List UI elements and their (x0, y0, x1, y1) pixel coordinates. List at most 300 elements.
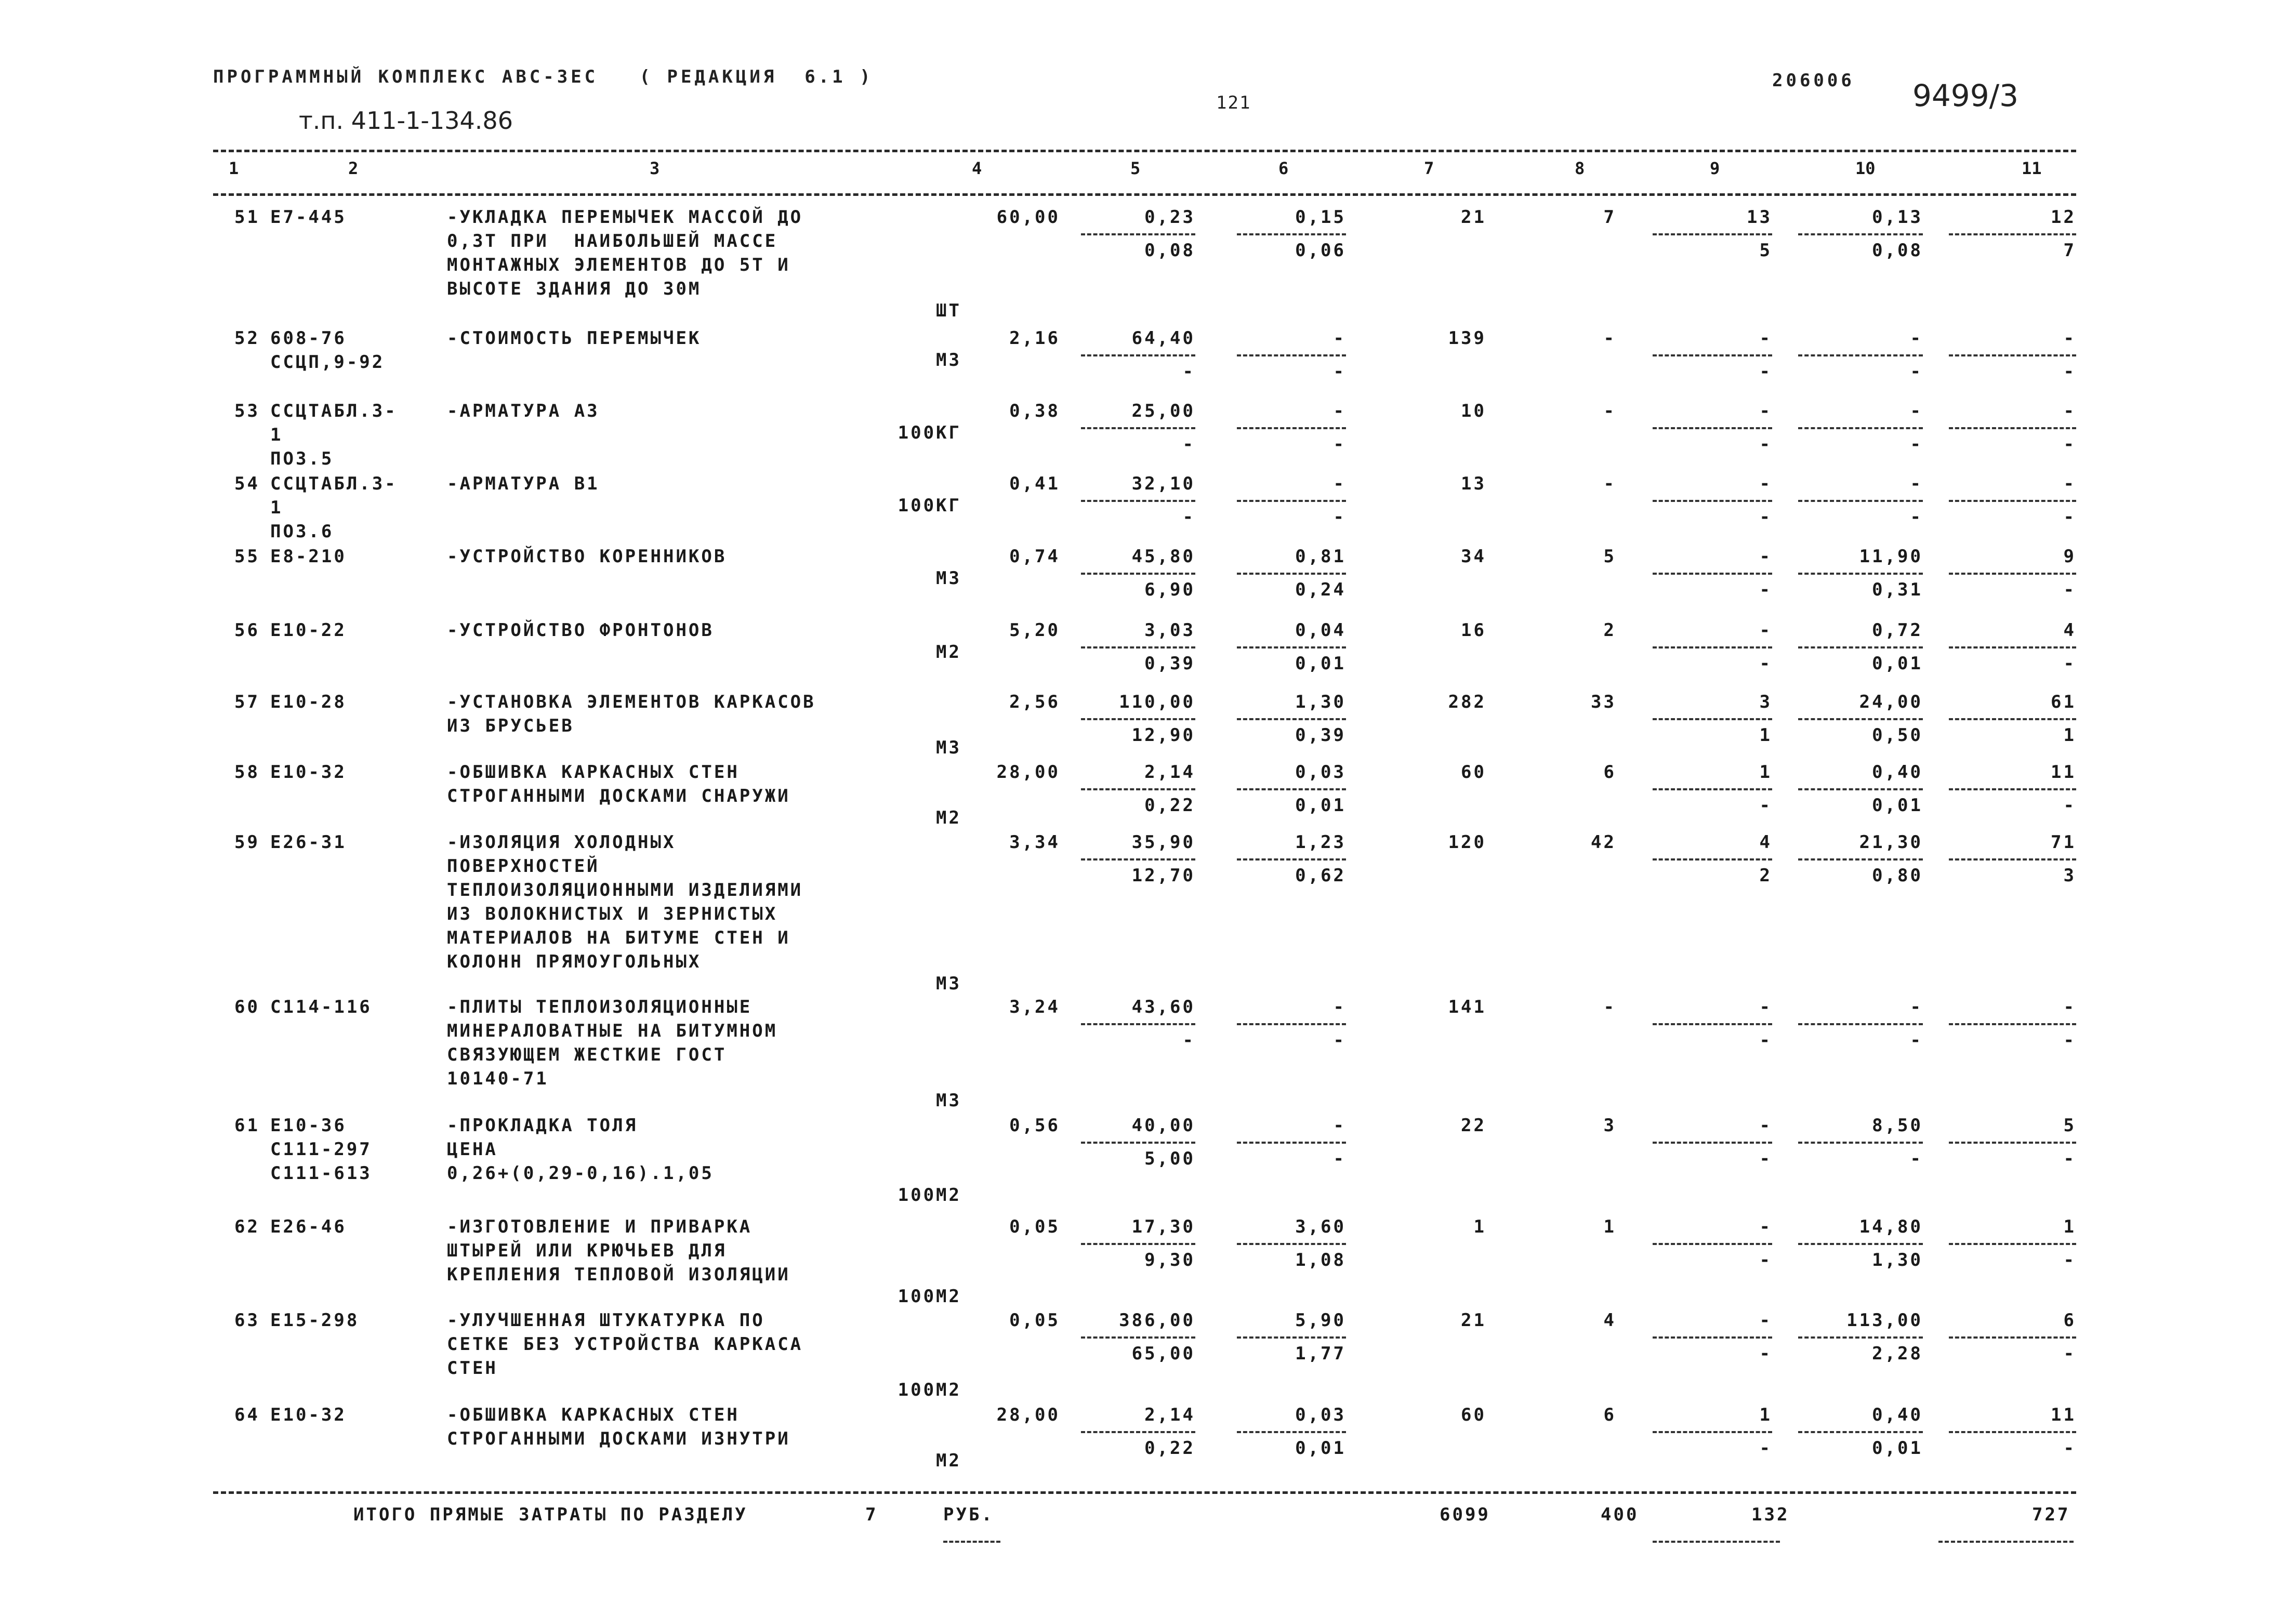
salary-cost: 33 (1591, 692, 1616, 712)
value-separator (1653, 788, 1772, 790)
machine-total: 8,50 (1872, 1115, 1923, 1136)
machine-total: 0,80 (1872, 865, 1923, 886)
quantity: 0,05 (1009, 1216, 1060, 1237)
work-description: -ИЗГОТОВЛЕНИЕ И ПРИВАРКА (447, 1216, 753, 1237)
value-separator (1798, 1142, 1923, 1144)
value-separator (1798, 1336, 1923, 1339)
salary-cost: - (1603, 473, 1616, 494)
machine-cost: 0,01 (1295, 653, 1346, 674)
salary-total: 1 (1759, 1405, 1772, 1425)
work-description: -ПЛИТЫ ТЕПЛОИЗОЛЯЦИОННЫЕ (447, 997, 753, 1017)
wage-total: - (2063, 653, 2076, 674)
work-description: -УСТРОЙСТВО ФРОНТОНОВ (447, 620, 714, 641)
value-separator (1798, 1023, 1923, 1025)
work-description: СЕТКЕ БЕЗ УСТРОЙСТВА КАРКАСА (447, 1334, 803, 1355)
wage-total: - (2063, 1148, 2076, 1169)
wage-total: 6 (2063, 1310, 2076, 1331)
wage-total: - (2063, 579, 2076, 600)
price-code: Е26-31 (270, 832, 347, 853)
machine-total: 0,31 (1872, 579, 1923, 600)
machine-cost: - (1333, 1030, 1346, 1051)
wage-total: 11 (2051, 762, 2076, 783)
work-description: -ПРОКЛАДКА ТОЛЯ (447, 1115, 638, 1136)
value-separator (1653, 718, 1772, 720)
base-cost: 32,10 (1131, 473, 1195, 494)
price-code: Е8-210 (270, 546, 347, 567)
value-separator (1237, 718, 1346, 720)
top-rule (213, 150, 2076, 152)
price-code: Е26-46 (270, 1216, 347, 1237)
wage-total: - (2063, 1030, 2076, 1051)
salary-total: 4 (1759, 832, 1772, 853)
base-cost: 12,90 (1131, 725, 1195, 746)
price-code: 1 (270, 497, 283, 518)
salary-total: 2 (1759, 865, 1772, 886)
salary-cost: - (1603, 328, 1616, 349)
value-separator (1798, 788, 1923, 790)
base-cost: - (1182, 434, 1195, 455)
row-number: 58 (234, 762, 260, 783)
column-number: 5 (1130, 158, 1141, 178)
value-separator (1081, 858, 1195, 860)
row-number: 63 (234, 1310, 260, 1331)
row-number: 59 (234, 832, 260, 853)
machine-cost: - (1333, 1148, 1346, 1169)
work-description: МАТЕРИАЛОВ НА БИТУМЕ СТЕН И (447, 928, 790, 948)
value-separator (1081, 1243, 1195, 1245)
machine-total: - (1910, 473, 1923, 494)
salary-total: - (1759, 434, 1772, 455)
value-separator (1081, 1336, 1195, 1339)
value-separator (1081, 788, 1195, 790)
value-separator (1949, 233, 2076, 235)
column-number: 4 (972, 158, 982, 178)
machine-total: - (1910, 1030, 1923, 1051)
salary-cost: 5 (1603, 546, 1616, 567)
value-separator (1081, 573, 1195, 575)
work-description: ИЗ БРУСЬЕВ (447, 716, 574, 736)
value-separator (1949, 1336, 2076, 1339)
column-number: 6 (1278, 158, 1289, 178)
salary-total: 1 (1759, 762, 1772, 783)
price-code: ССЦТАБЛ.3- (270, 401, 398, 421)
machine-total: - (1910, 1148, 1923, 1169)
machine-cost: 0,03 (1295, 1405, 1346, 1425)
salary-total: - (1759, 795, 1772, 816)
price-code: 608-76 (270, 328, 347, 349)
machine-cost: 0,62 (1295, 865, 1346, 886)
document-code: 206006 (1772, 70, 1855, 91)
salary-cost: 7 (1603, 207, 1616, 228)
wage-total: - (2063, 401, 2076, 421)
machine-cost: - (1333, 328, 1346, 349)
direct-cost: 139 (1448, 328, 1486, 349)
salary-cost: 2 (1603, 620, 1616, 641)
work-description: ЦЕНА (447, 1139, 498, 1160)
direct-cost: 1 (1473, 1216, 1486, 1237)
work-description: -УКЛАДКА ПЕРЕМЫЧЕК МАССОЙ ДО (447, 207, 803, 228)
base-cost: 0,22 (1144, 795, 1195, 816)
direct-cost: 16 (1461, 620, 1486, 641)
wage-total: 61 (2051, 692, 2076, 712)
value-separator (1949, 858, 2076, 860)
value-separator (1653, 1243, 1772, 1245)
machine-cost: 0,01 (1295, 1438, 1346, 1459)
machine-total: 0,08 (1872, 240, 1923, 261)
salary-total: - (1759, 1216, 1772, 1237)
value-separator (1081, 233, 1195, 235)
machine-cost: 1,77 (1295, 1343, 1346, 1364)
salary-total: - (1759, 1115, 1772, 1136)
column-number: 3 (650, 158, 660, 178)
price-code: С114-116 (270, 997, 372, 1017)
direct-cost: 34 (1461, 546, 1486, 567)
column-number: 1 (229, 158, 239, 178)
salary-total: - (1759, 653, 1772, 674)
value-separator (1081, 646, 1195, 648)
value-separator (1798, 646, 1923, 648)
value-separator (1653, 1336, 1772, 1339)
price-code: ССЦТАБЛ.3- (270, 473, 398, 494)
column-number: 11 (2022, 158, 2042, 178)
quantity: 60,00 (996, 207, 1060, 228)
work-description: -УСТАНОВКА ЭЛЕМЕНТОВ КАРКАСОВ (447, 692, 816, 712)
salary-total: - (1759, 1148, 1772, 1169)
machine-total: 113,00 (1846, 1310, 1923, 1331)
quantity: 0,74 (1009, 546, 1060, 567)
wage-total: 12 (2051, 207, 2076, 228)
base-cost: 0,08 (1144, 240, 1195, 261)
machine-total: - (1910, 328, 1923, 349)
quantity: 0,05 (1009, 1310, 1060, 1331)
wage-total: - (2063, 507, 2076, 527)
total-underline-c11 (1938, 1541, 2074, 1543)
wage-total: 5 (2063, 1115, 2076, 1136)
direct-cost: 13 (1461, 473, 1486, 494)
work-description: 0,26+(0,29-0,16).1,05 (447, 1163, 714, 1184)
base-cost: 43,60 (1131, 997, 1195, 1017)
value-separator (1237, 1336, 1346, 1339)
work-description: СТРОГАННЫМИ ДОСКАМИ СНАРУЖИ (447, 786, 790, 806)
price-code: Е10-36 (270, 1115, 347, 1136)
base-cost: 9,30 (1144, 1250, 1195, 1270)
work-description: ИЗ ВОЛОКНИСТЫХ И ЗЕРНИСТЫХ (447, 904, 778, 924)
work-description: ВЫСОТЕ ЗДАНИЯ ДО 30М (447, 279, 702, 299)
wage-total: - (2063, 1343, 2076, 1364)
value-separator (1081, 500, 1195, 502)
row-number: 60 (234, 997, 260, 1017)
salary-total: - (1759, 1250, 1772, 1270)
unit: 100М2 (898, 1380, 961, 1400)
base-cost: 64,40 (1131, 328, 1195, 349)
total-underline-c9 (1653, 1541, 1780, 1543)
machine-cost: 1,23 (1295, 832, 1346, 853)
machine-cost: - (1333, 997, 1346, 1017)
work-description: -ИЗОЛЯЦИЯ ХОЛОДНЫХ (447, 832, 676, 853)
machine-total: 0,72 (1872, 620, 1923, 641)
row-number: 52 (234, 328, 260, 349)
row-number: 56 (234, 620, 260, 641)
value-separator (1237, 427, 1346, 429)
column-numbers (213, 158, 2076, 184)
value-separator (1237, 646, 1346, 648)
wage-total: 9 (2063, 546, 2076, 567)
direct-cost: 60 (1461, 762, 1486, 783)
price-code: Е10-22 (270, 620, 347, 641)
machine-total: 24,00 (1859, 692, 1923, 712)
base-cost: 12,70 (1131, 865, 1195, 886)
machine-total: 0,40 (1872, 762, 1923, 783)
value-separator (1798, 1243, 1923, 1245)
salary-cost: 4 (1603, 1310, 1616, 1331)
unit: М3 (936, 1090, 961, 1111)
salary-total: - (1759, 507, 1772, 527)
value-separator (1081, 1431, 1195, 1433)
total-c9: 132 (1751, 1504, 1790, 1525)
work-description: ТЕПЛОИЗОЛЯЦИОННЫМИ ИЗДЕЛИЯМИ (447, 880, 803, 901)
machine-cost: 5,90 (1295, 1310, 1346, 1331)
work-description: -ОБШИВКА КАРКАСНЫХ СТЕН (447, 762, 740, 783)
price-code: Е10-28 (270, 692, 347, 712)
machine-total: 0,01 (1872, 653, 1923, 674)
machine-total: - (1910, 507, 1923, 527)
machine-total: 0,01 (1872, 795, 1923, 816)
base-cost: 386,00 (1119, 1310, 1195, 1331)
value-separator (1949, 573, 2076, 575)
base-cost: 5,00 (1144, 1148, 1195, 1169)
value-separator (1798, 233, 1923, 235)
price-code: ССЦП,9-92 (270, 352, 385, 373)
salary-total: - (1759, 473, 1772, 494)
direct-cost: 282 (1448, 692, 1486, 712)
work-description: СТРОГАННЫМИ ДОСКАМИ ИЗНУТРИ (447, 1428, 790, 1449)
machine-cost: 0,01 (1295, 795, 1346, 816)
salary-total: - (1759, 1030, 1772, 1051)
work-description: 10140-71 (447, 1068, 549, 1089)
machine-total: 0,01 (1872, 1438, 1923, 1459)
quantity: 0,38 (1009, 401, 1060, 421)
wage-total: - (2063, 1438, 2076, 1459)
machine-total: 0,13 (1872, 207, 1923, 228)
base-cost: 17,30 (1131, 1216, 1195, 1237)
work-description: -АРМАТУРА АЗ (447, 401, 600, 421)
price-code: Е10-32 (270, 1405, 347, 1425)
work-description: -АРМАТУРА В1 (447, 473, 600, 494)
value-separator (1653, 427, 1772, 429)
value-separator (1653, 500, 1772, 502)
value-separator (1653, 1431, 1772, 1433)
value-separator (1653, 646, 1772, 648)
handwritten-tp: т.п. 411-1-134.86 (299, 107, 513, 135)
value-separator (1949, 354, 2076, 356)
base-cost: - (1182, 1030, 1195, 1051)
base-cost: 0,22 (1144, 1438, 1195, 1459)
column-number: 9 (1710, 158, 1720, 178)
row-number: 55 (234, 546, 260, 567)
machine-total: - (1910, 434, 1923, 455)
value-separator (1949, 427, 2076, 429)
row-number: 51 (234, 207, 260, 228)
base-cost: 25,00 (1131, 401, 1195, 421)
salary-cost: 3 (1603, 1115, 1616, 1136)
value-separator (1949, 1142, 2076, 1144)
salary-total: - (1759, 620, 1772, 641)
base-cost: - (1182, 361, 1195, 382)
salary-cost: 1 (1603, 1216, 1616, 1237)
work-description: КОЛОНН ПРЯМОУГОЛЬНЫХ (447, 951, 702, 972)
quantity: 3,24 (1009, 997, 1060, 1017)
machine-total: 14,80 (1859, 1216, 1923, 1237)
column-number: 7 (1424, 158, 1434, 178)
salary-total: - (1759, 1343, 1772, 1364)
value-separator (1798, 1431, 1923, 1433)
value-separator (1949, 788, 2076, 790)
direct-cost: 21 (1461, 207, 1486, 228)
base-cost: 65,00 (1131, 1343, 1195, 1364)
salary-total: - (1759, 546, 1772, 567)
value-separator (1798, 427, 1923, 429)
machine-cost: 0,24 (1295, 579, 1346, 600)
machine-cost: 0,15 (1295, 207, 1346, 228)
machine-total: 11,90 (1859, 546, 1923, 567)
work-description: МОНТАЖНЫХ ЭЛЕМЕНТОВ ДО 5Т И (447, 255, 790, 275)
unit: М3 (936, 350, 961, 370)
base-cost: 3,03 (1144, 620, 1195, 641)
value-separator (1798, 354, 1923, 356)
machine-total: - (1910, 361, 1923, 382)
value-separator (1081, 1023, 1195, 1025)
value-separator (1081, 1142, 1195, 1144)
wage-total: 71 (2051, 832, 2076, 853)
machine-cost: - (1333, 401, 1346, 421)
value-separator (1237, 500, 1346, 502)
salary-total: - (1759, 401, 1772, 421)
direct-cost: 21 (1461, 1310, 1486, 1331)
price-code: ПОЗ.6 (270, 521, 334, 542)
direct-cost: 60 (1461, 1405, 1486, 1425)
row-number: 62 (234, 1216, 260, 1237)
unit: 100КГ (898, 422, 961, 443)
price-code: С111-297 (270, 1139, 372, 1160)
row-number: 64 (234, 1405, 260, 1425)
price-code: ПОЗ.5 (270, 448, 334, 469)
machine-cost: 0,06 (1295, 240, 1346, 261)
machine-cost: - (1333, 473, 1346, 494)
value-separator (1653, 858, 1772, 860)
price-code: Е10-32 (270, 762, 347, 783)
salary-cost: - (1603, 401, 1616, 421)
base-cost: 6,90 (1144, 579, 1195, 600)
row-number: 61 (234, 1115, 260, 1136)
value-separator (1798, 573, 1923, 575)
header-rule (213, 193, 2076, 196)
wage-total: - (2063, 361, 2076, 382)
wage-total: 1 (2063, 1216, 2076, 1237)
wage-total: - (2063, 434, 2076, 455)
column-number: 8 (1575, 158, 1585, 178)
direct-cost: 120 (1448, 832, 1486, 853)
machine-total: 0,40 (1872, 1405, 1923, 1425)
wage-total: 3 (2063, 865, 2076, 886)
work-description: -УСТРОЙСТВО КОРЕННИКОВ (447, 546, 727, 567)
total-c7: 6099 (1440, 1504, 1490, 1525)
unit: 100КГ (898, 495, 961, 516)
salary-cost: 6 (1603, 1405, 1616, 1425)
value-separator (1653, 1023, 1772, 1025)
value-separator (1081, 354, 1195, 356)
total-c8: 400 (1601, 1504, 1639, 1525)
salary-total: - (1759, 579, 1772, 600)
price-code: С111-613 (270, 1163, 372, 1184)
machine-total: - (1910, 401, 1923, 421)
salary-cost: 42 (1591, 832, 1616, 853)
machine-cost: 3,60 (1295, 1216, 1346, 1237)
salary-cost: 6 (1603, 762, 1616, 783)
value-separator (1798, 718, 1923, 720)
wage-total: - (2063, 328, 2076, 349)
value-separator (1653, 1142, 1772, 1144)
row-number: 53 (234, 401, 260, 421)
machine-total: 1,30 (1872, 1250, 1923, 1270)
value-separator (1798, 858, 1923, 860)
unit: М3 (936, 973, 961, 994)
total-label: ИТОГО ПРЯМЫЕ ЗАТРАТЫ ПО РАЗДЕЛУ (353, 1504, 748, 1525)
base-cost: 40,00 (1131, 1115, 1195, 1136)
value-separator (1237, 1142, 1346, 1144)
unit: 100М2 (898, 1185, 961, 1206)
total-currency: РУБ. (943, 1504, 994, 1525)
value-separator (1798, 500, 1923, 502)
unit: М3 (936, 737, 961, 758)
quantity: 2,16 (1009, 328, 1060, 349)
work-description: СТЕН (447, 1358, 498, 1379)
machine-total: 0,50 (1872, 725, 1923, 746)
machine-total: 21,30 (1859, 832, 1923, 853)
machine-total: 2,28 (1872, 1343, 1923, 1364)
value-separator (1237, 233, 1346, 235)
salary-total: - (1759, 1310, 1772, 1331)
unit: ШТ (936, 300, 961, 321)
total-c11: 727 (2032, 1504, 2070, 1525)
value-separator (1949, 1431, 2076, 1433)
machine-cost: 0,81 (1295, 546, 1346, 567)
program-header: ПРОГРАММНЫЙ КОМПЛЕКС АВС-ЗЕС ( РЕДАКЦИЯ 6.1 ) (213, 67, 874, 87)
value-separator (1237, 573, 1346, 575)
base-cost: 2,14 (1144, 762, 1195, 783)
salary-total: 13 (1747, 207, 1772, 228)
machine-total: - (1910, 997, 1923, 1017)
work-description: СВЯЗУЮЩЕМ ЖЕСТКИЕ ГОСТ (447, 1044, 727, 1065)
wage-total: 4 (2063, 620, 2076, 641)
base-cost: 35,90 (1131, 832, 1195, 853)
value-separator (1237, 354, 1346, 356)
salary-total: 5 (1759, 240, 1772, 261)
quantity: 0,56 (1009, 1115, 1060, 1136)
direct-cost: 10 (1461, 401, 1486, 421)
quantity: 0,41 (1009, 473, 1060, 494)
total-underline-currency (943, 1541, 1000, 1543)
salary-total: - (1759, 997, 1772, 1017)
quantity: 28,00 (996, 762, 1060, 783)
price-code: Е15-298 (270, 1310, 360, 1331)
value-separator (1949, 500, 2076, 502)
unit: М2 (936, 642, 961, 663)
machine-cost: - (1333, 361, 1346, 382)
handwritten-number: 9499/3 (1912, 78, 2019, 113)
wage-total: - (2063, 997, 2076, 1017)
value-separator (1237, 1431, 1346, 1433)
value-separator (1653, 354, 1772, 356)
